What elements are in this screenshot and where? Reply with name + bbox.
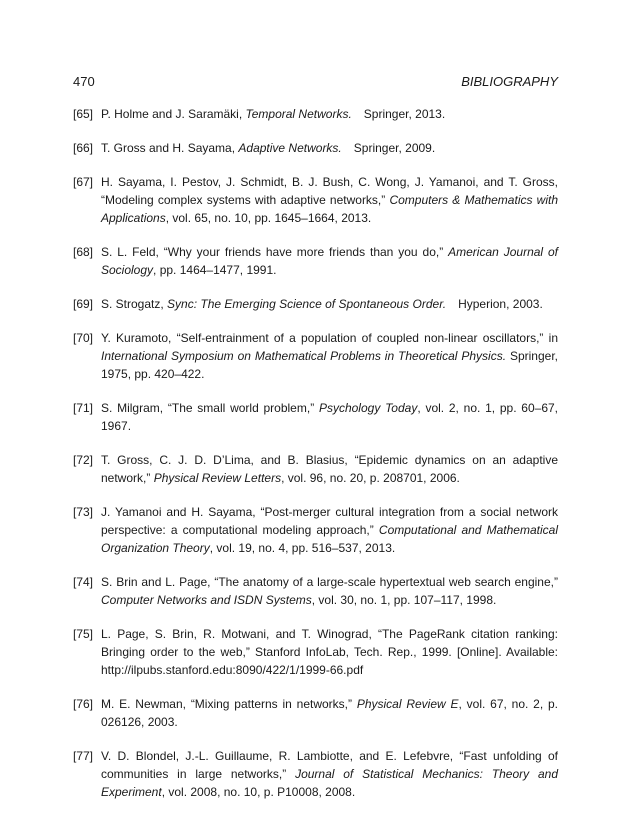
page-number: 470 xyxy=(73,74,95,89)
bib-entry xyxy=(73,295,558,313)
bib-text-segment: Springer, 2009. xyxy=(341,141,436,155)
bib-text-segment: , vol. 65, no. 10, pp. 1645–1664, 2013. xyxy=(165,211,372,225)
bib-text-segment: S. Milgram, “The small world problem,” xyxy=(101,401,319,415)
bib-entry xyxy=(73,173,558,227)
bib-citation xyxy=(101,399,558,435)
bib-citation xyxy=(101,503,558,557)
bib-text-segment: , vol. 2008, no. 10, p. P10008, 2008. xyxy=(161,785,356,799)
bib-number: [69] xyxy=(73,297,94,311)
bib-number: [66] xyxy=(73,141,94,155)
bib-title-italic: Adaptive Networks. xyxy=(238,141,342,155)
bib-citation xyxy=(101,695,558,731)
bib-citation xyxy=(101,139,558,157)
bib-number: [71] xyxy=(73,401,94,415)
bib-number: [73] xyxy=(73,505,94,519)
bib-entry xyxy=(73,747,558,801)
bib-title-italic: Computational and Mathematical Organization Theory xyxy=(101,523,558,555)
bib-title-italic: Computer Networks and ISDN Systems xyxy=(101,593,312,607)
bib-number: [76] xyxy=(73,697,94,711)
bib-number: [70] xyxy=(73,331,94,345)
bib-text-segment: S. L. Feld, “Why your friends have more friends than you do,” xyxy=(101,245,449,259)
running-head: BIBLIOGRAPHY xyxy=(461,74,558,89)
bib-citation xyxy=(101,747,558,801)
bib-citation xyxy=(101,573,558,609)
bib-citation xyxy=(101,295,558,313)
bib-title-italic: Journal of Statistical Mechanics: Theory and Experiment xyxy=(101,767,559,799)
bib-number: [77] xyxy=(73,749,94,763)
bib-number: [72] xyxy=(73,453,94,467)
bib-entry xyxy=(73,329,558,383)
bib-text-segment: S. Strogatz, xyxy=(101,297,168,311)
bib-entry xyxy=(73,451,558,487)
bib-number: [65] xyxy=(73,107,94,121)
bib-text-segment: J. Yamanoi and H. Sayama, “Post-merger cultural integration from a social network perspective: a computational modeling approach,” xyxy=(101,505,558,537)
bib-text-segment: V. D. Blondel, J.-L. Guillaume, R. Lambiotte, and E. Lefebvre, “Fast unfolding of communities in large networks,” xyxy=(101,749,558,781)
bib-text-segment: H. Sayama, I. Pestov, J. Schmidt, B. J. Bush, C. Wong, J. Yamanoi, and T. Gross, “Modeling complex systems with adaptive networks,” xyxy=(101,175,558,207)
bib-title-italic: Temporal Networks. xyxy=(245,107,352,121)
bib-text-segment: P. Holme and J. Saramäki, xyxy=(101,107,246,121)
bib-text-segment: S. Brin and L. Page, “The anatomy of a large-scale hypertextual web search engine,” xyxy=(101,575,558,589)
bib-title-italic: American Journal of Sociology xyxy=(101,245,559,277)
bib-title-italic: Computers & Mathematics with Applications xyxy=(101,193,558,225)
bib-entry xyxy=(73,139,558,157)
bib-text-segment: Springer, 1975, pp. 420–422. xyxy=(101,349,558,381)
bib-text-segment: , vol. 2, no. 1, pp. 60–67, 1967. xyxy=(101,401,559,433)
bib-citation xyxy=(101,329,558,383)
bib-text-segment: T. Gross and H. Sayama, xyxy=(101,141,239,155)
bib-entry xyxy=(73,625,558,679)
bib-number: [67] xyxy=(73,175,94,189)
bib-entry xyxy=(73,399,558,435)
bib-title-italic: Sync: The Emerging Science of Spontaneous Order. xyxy=(167,297,447,311)
page-header xyxy=(73,74,558,90)
bib-citation xyxy=(101,451,558,487)
bib-text-segment: Y. Kuramoto, “Self-entrainment of a population of coupled non-linear oscillators,” in xyxy=(101,331,558,345)
bib-text-segment: , pp. 1464–1477, 1991. xyxy=(153,263,277,277)
bib-text-segment: , vol. 67, no. 2, p. 026126, 2003. xyxy=(101,697,559,729)
bib-text-segment: L. Page, S. Brin, R. Motwani, and T. Winograd, “The PageRank citation ranking: Bringing order to the web,” Stanford InfoLab, Tech. Rep., 1999. [Online]. Available: http://ilpubs.stanford.edu:8090/422/1/1999-66.pdf xyxy=(101,627,558,677)
bibliography-list xyxy=(73,105,558,817)
bib-number: [68] xyxy=(73,245,94,259)
bib-citation xyxy=(101,173,558,227)
bib-citation xyxy=(101,243,558,279)
bib-entry xyxy=(73,243,558,279)
bib-entry xyxy=(73,105,558,123)
bib-number: [74] xyxy=(73,575,94,589)
bib-entry xyxy=(73,573,558,609)
bib-text-segment: Hyperion, 2003. xyxy=(446,297,543,311)
bib-text-segment: , vol. 96, no. 20, p. 208701, 2006. xyxy=(281,471,460,485)
bib-title-italic: Psychology Today xyxy=(318,401,418,415)
bib-text-segment: T. Gross, C. J. D. D’Lima, and B. Blasius, “Epidemic dynamics on an adaptive network,” xyxy=(101,453,558,485)
bib-text-segment: , vol. 30, no. 1, pp. 107–117, 1998. xyxy=(311,593,497,607)
bib-text-segment: , vol. 19, no. 4, pp. 516–537, 2013. xyxy=(209,541,396,555)
bib-text-segment: Springer, 2013. xyxy=(351,107,446,121)
bib-citation xyxy=(101,105,558,123)
bib-citation xyxy=(101,625,558,679)
bib-title-italic: Physical Review Letters xyxy=(153,471,282,485)
bib-title-italic: International Symposium on Mathematical Problems in Theoretical Physics. xyxy=(101,349,507,363)
bib-number: [75] xyxy=(73,627,94,641)
bib-entry xyxy=(73,503,558,557)
bib-text-segment: M. E. Newman, “Mixing patterns in networks,” xyxy=(101,697,357,711)
bib-title-italic: Physical Review E xyxy=(356,697,459,711)
bib-entry xyxy=(73,695,558,731)
